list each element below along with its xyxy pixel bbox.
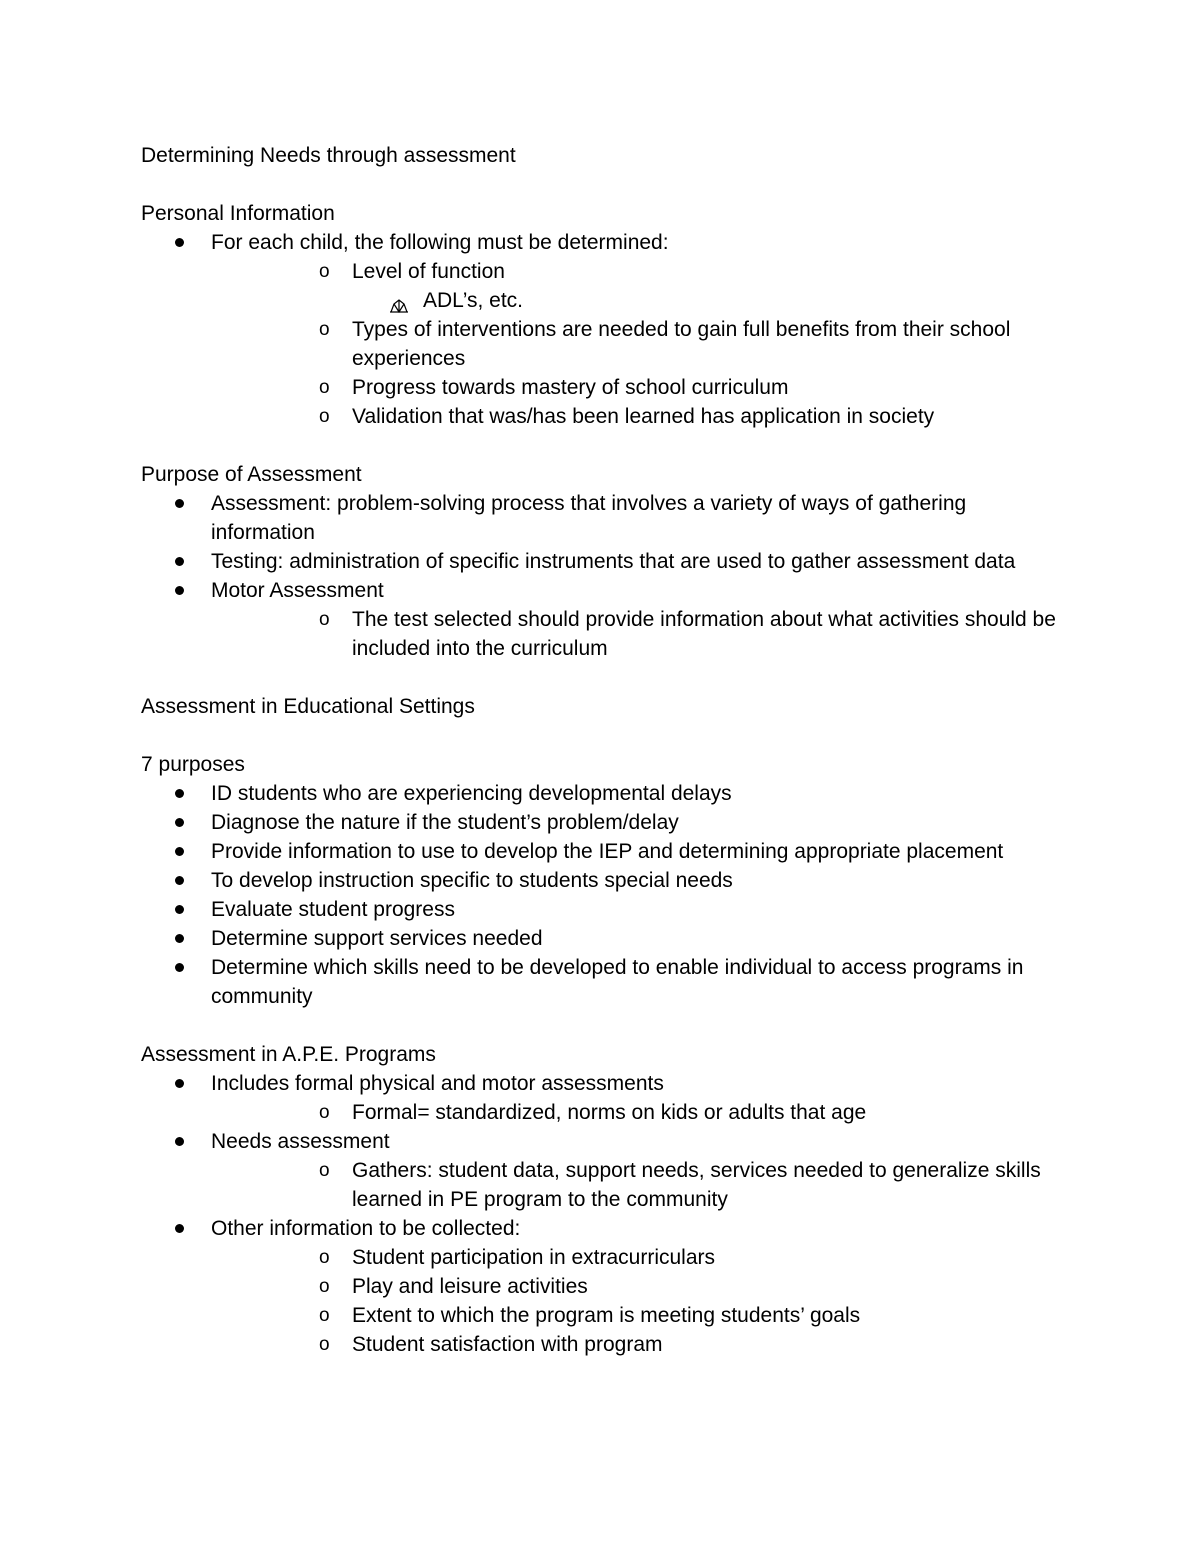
sub-list-item-text: Validation that was/has been learned has application in society (352, 405, 935, 428)
list-item-text: ID students who are experiencing developmental delays (211, 782, 732, 805)
bullet-dot-icon (175, 847, 184, 856)
list-item (141, 779, 1061, 808)
bullet-dot-icon (175, 963, 184, 972)
sub-list-item-text: Extent to which the program is meeting students’ goals (352, 1304, 861, 1327)
list-item (141, 1069, 1061, 1127)
sub-sub-list (352, 286, 1061, 315)
sub-list (211, 1156, 1061, 1214)
bullet-dot-icon (175, 1137, 184, 1146)
sub-list-item (281, 1098, 1061, 1127)
list-item-text: Determine support services needed (211, 927, 543, 950)
section-ape-programs (141, 1040, 1061, 1359)
hollow-bullet-icon: o (319, 1160, 330, 1181)
section-educational-settings (141, 692, 1061, 721)
bullet-dot-icon (175, 905, 184, 914)
sub-list (211, 605, 1061, 663)
sub-list-item (281, 1156, 1061, 1214)
list-item (141, 866, 1061, 895)
list-item (141, 1214, 1061, 1359)
section-heading: 7 purposes (141, 753, 245, 776)
hollow-bullet-icon: o (319, 406, 330, 427)
list-item (141, 228, 1061, 431)
section-heading: Assessment in A.P.E. Programs (141, 1043, 436, 1066)
sub-list-item-text: Play and leisure activities (352, 1275, 588, 1298)
section-heading: Personal Information (141, 202, 335, 225)
list-item (141, 808, 1061, 837)
bullet-list (141, 779, 1061, 1011)
bullet-dot-icon (175, 557, 184, 566)
section-purpose-of-assessment (141, 460, 1061, 663)
bullet-list (141, 1069, 1061, 1359)
sub-list-item-text: Formal= standardized, norms on kids or adults that age (352, 1101, 867, 1124)
list-item-text: Includes formal physical and motor assessments (211, 1072, 664, 1095)
list-item-text: Diagnose the nature if the student’s problem/delay (211, 811, 679, 834)
sub-list (211, 1243, 1061, 1359)
list-item-text: For each child, the following must be determined: (211, 231, 669, 254)
list-item-text: To develop instruction specific to students special needs (211, 869, 733, 892)
list-item-text: Assessment: problem-solving process that involves a variety of ways of gathering information (211, 492, 967, 544)
list-item (141, 895, 1061, 924)
bullet-dot-icon (175, 238, 184, 247)
hollow-bullet-icon: o (319, 261, 330, 282)
sub-sub-list-item (352, 286, 1061, 315)
list-item (141, 489, 1061, 547)
bullet-dot-icon (175, 1224, 184, 1233)
missing-glyph-icon (388, 293, 410, 309)
list-item-text: Determine which skills need to be developed to enable individual to access programs in community (211, 956, 1024, 1008)
list-item-text: Needs assessment (211, 1130, 390, 1153)
sub-list-item (281, 315, 1061, 373)
hollow-bullet-icon: o (319, 1102, 330, 1123)
bullet-list (141, 489, 1061, 663)
sub-list-item (281, 1301, 1061, 1330)
document-title: Determining Needs through assessment (141, 144, 516, 167)
sub-list-item-text: Gathers: student data, support needs, services needed to generalize skills learned in PE program to the community (352, 1159, 1041, 1211)
sub-list-item-text: Student participation in extracurriculars (352, 1246, 716, 1269)
list-item-text: Testing: administration of specific instruments that are used to gather assessment data (211, 550, 1016, 573)
sub-list-item-text: The test selected should provide information about what activities should be included into the curriculum (352, 608, 1056, 660)
list-item (141, 1127, 1061, 1214)
sub-list-item-text: Level of function (352, 260, 505, 283)
hollow-bullet-icon: o (319, 609, 330, 630)
sub-list-item-text: Progress towards mastery of school curriculum (352, 376, 789, 399)
sub-list-item (281, 1330, 1061, 1359)
list-item-text: Motor Assessment (211, 579, 384, 602)
document-body (141, 141, 1061, 1388)
bullet-dot-icon (175, 586, 184, 595)
section-heading: Purpose of Assessment (141, 463, 362, 486)
hollow-bullet-icon: o (319, 319, 330, 340)
bullet-dot-icon (175, 499, 184, 508)
bullet-dot-icon (175, 876, 184, 885)
list-item-text: Other information to be collected: (211, 1217, 521, 1240)
section-heading: Assessment in Educational Settings (141, 695, 475, 718)
sub-list (211, 257, 1061, 431)
bullet-dot-icon (175, 934, 184, 943)
sub-list-item-text: Student satisfaction with program (352, 1333, 663, 1356)
hollow-bullet-icon: o (319, 377, 330, 398)
list-item (141, 924, 1061, 953)
list-item-text: Evaluate student progress (211, 898, 455, 921)
hollow-bullet-icon: o (319, 1276, 330, 1297)
sub-list-item-text: Types of interventions are needed to gain full benefits from their school experiences (352, 318, 1011, 370)
section-seven-purposes (141, 750, 1061, 1011)
bullet-list (141, 228, 1061, 431)
bullet-dot-icon (175, 789, 184, 798)
sub-list-item (281, 1243, 1061, 1272)
sub-sub-list-item-text: ADL’s, etc. (423, 289, 523, 312)
hollow-bullet-icon: o (319, 1247, 330, 1268)
list-item (141, 576, 1061, 663)
sub-list-item (281, 1272, 1061, 1301)
section-personal-information (141, 199, 1061, 431)
hollow-bullet-icon: o (319, 1334, 330, 1355)
list-item (141, 547, 1061, 576)
sub-list-item (281, 605, 1061, 663)
sub-list (211, 1098, 1061, 1127)
bullet-dot-icon (175, 818, 184, 827)
list-item (141, 953, 1061, 1011)
bullet-dot-icon (175, 1079, 184, 1088)
sub-list-item (281, 373, 1061, 402)
hollow-bullet-icon: o (319, 1305, 330, 1326)
list-item-text: Provide information to use to develop the IEP and determining appropriate placement (211, 840, 1004, 863)
sub-list-item (281, 257, 1061, 315)
list-item (141, 837, 1061, 866)
sub-list-item (281, 402, 1061, 431)
